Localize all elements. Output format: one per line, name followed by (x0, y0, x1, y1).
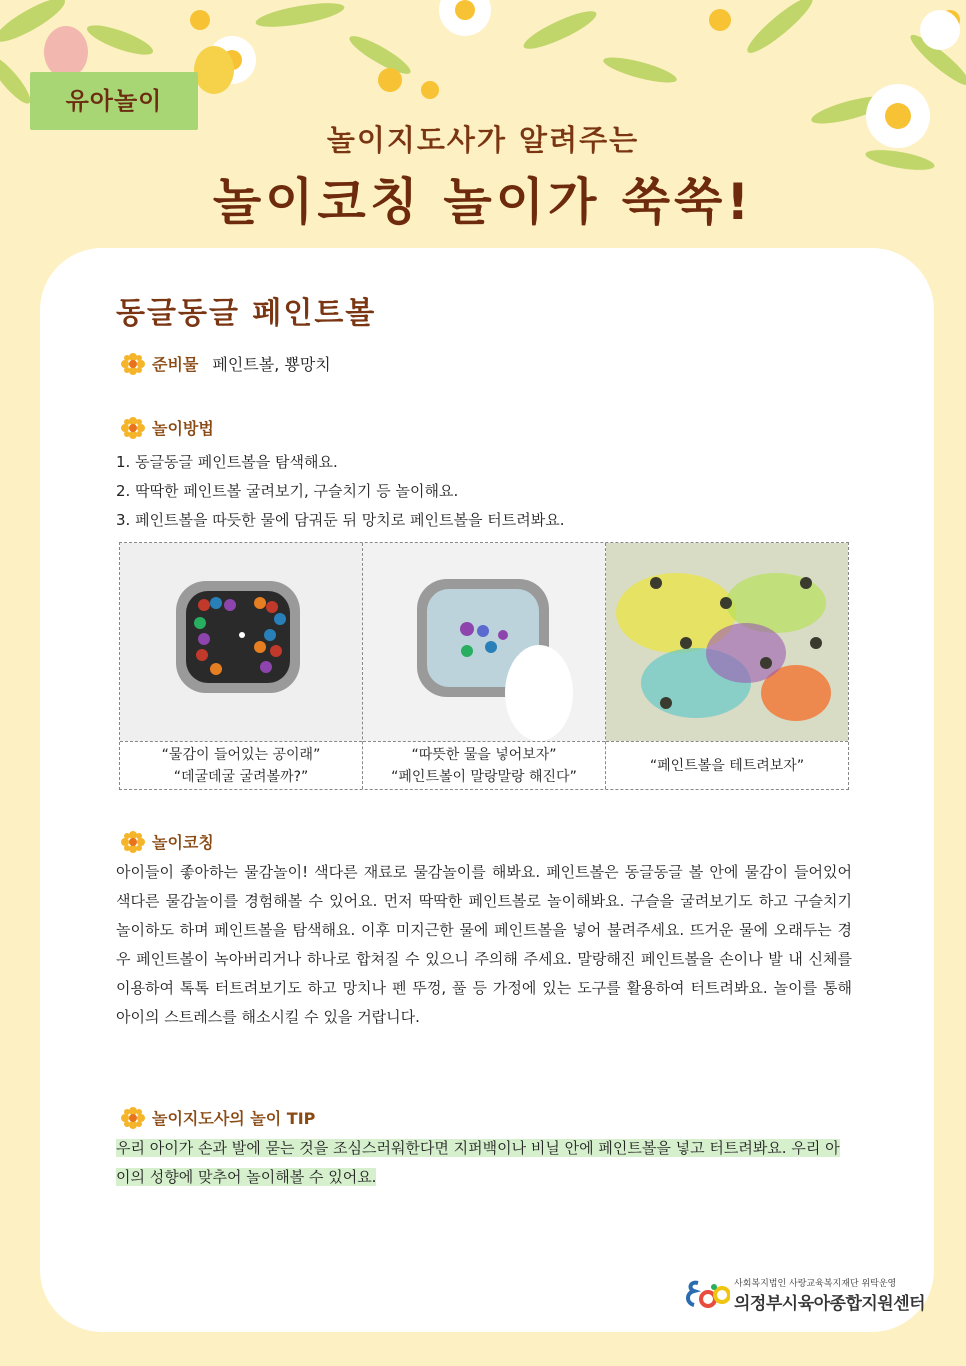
footer-org-name: 의정부시육아종합지원센터 (734, 1294, 926, 1314)
photo-caption (120, 741, 362, 790)
photo-burst-paint (606, 543, 848, 741)
page-title: 놀이코칭 놀이가 쑥쑥! (212, 173, 754, 231)
method-label: 놀이방법 (152, 419, 214, 438)
list-item: 3. 페인트볼을 따듯한 물에 담궈둔 뒤 망치로 페인트볼을 터트려봐요. (116, 511, 565, 529)
activity-title: 동글동글 페인트볼 (116, 296, 377, 331)
flower-icon (120, 353, 146, 375)
materials-section (120, 352, 331, 375)
flower-icon (120, 1107, 146, 1129)
photo-caption (363, 741, 605, 790)
tip-highlight: 우리 아이가 손과 발에 묻는 것을 조심스러워한다면 지퍼백이나 비닐 안에 페인트볼을 넣고 터트려봐요. 우리 아이의 성향에 맞추어 놀이해볼 수 있어요. (116, 1139, 840, 1186)
caption-line: “물감이 들어있는 공이래” (161, 747, 321, 763)
method-steps (116, 448, 564, 535)
flower-icon (120, 831, 146, 853)
coaching-section (120, 830, 214, 853)
tip-section (120, 1106, 315, 1129)
photo-paintballs-water (363, 543, 605, 741)
category-badge: 유아놀이 (30, 72, 198, 130)
list-item: 1. 동글동글 페인트볼을 탐색해요. (116, 453, 338, 471)
photo-grid (119, 542, 849, 790)
caption-line: “페인트볼이 말랑말랑 해진다” (391, 769, 577, 785)
coaching-text: 아이들이 좋아하는 물감놀이! 색다른 재료로 물감놀이를 해봐요. 페인트볼은 동글동글 볼 안에 물감이 들어있어 색다른 물감놀이를 경험해볼 수 있어요. 먼저 딱딱한 페인트볼로 놀이해봐요. 구슬을 굴려보기도 하고 구슬치기 놀이하도 하며 페인트볼을 탐색해요. 이후 미지근한 물에 페인트볼을 넣어 불려주세요. 뜨거운 물에 오래두는 경우 페인트볼이 녹아버리거나 하나로 합쳐질 수 있으니 주의해 주세요. 말랑해진 페인트볼을 손이나 발 내 신체를 이용하여 톡톡 터트려보기도 하고 망치나 펜 뚜껑, 풀 등 가정에 있는 도구를 활용하여 터트려봐요. 놀이를 통해 아이의 스트레스를 해소시킬 수 있을 거랍니다. (116, 863, 852, 1026)
caption-line: “데굴데굴 굴려볼까?” (173, 769, 309, 785)
photo-paintballs-tray (120, 543, 362, 741)
list-item: 2. 딱딱한 페인트볼 굴려보기, 구슬치기 등 놀이해요. (116, 482, 459, 500)
method-section (120, 416, 214, 439)
tip-label: 놀이지도사의 놀이 TIP (152, 1109, 316, 1128)
footer-operator: 사회복지법인 사랑교육복지재단 위탁운영 (734, 1279, 897, 1289)
caption-line: “따뜻한 물을 넣어보자” (411, 747, 557, 763)
tip-text (116, 1134, 852, 1192)
flower-icon (120, 417, 146, 439)
center-logo-icon (684, 1279, 730, 1311)
materials-value: 페인트볼, 뿅망치 (212, 355, 331, 374)
caption-line: “페인트볼을 테트려보자” (649, 758, 805, 774)
photo-caption (606, 741, 848, 790)
materials-label: 준비물 (152, 355, 199, 374)
coaching-label: 놀이코칭 (152, 833, 214, 852)
page-subtitle: 놀이지도사가 알려주는 (326, 123, 640, 157)
